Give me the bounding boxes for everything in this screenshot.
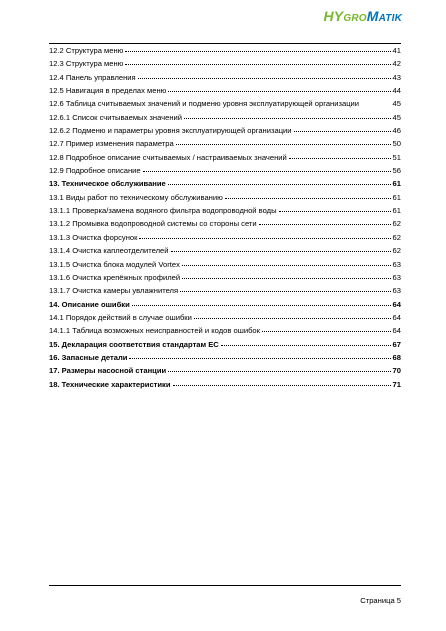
toc-entry-page: 68 xyxy=(392,352,401,362)
toc-entry-page: 44 xyxy=(392,86,401,96)
toc-entry[interactable] xyxy=(49,273,401,286)
toc-dot-leader xyxy=(173,384,391,386)
toc-entry-page: 64 xyxy=(392,312,401,322)
toc-entry-page: 51 xyxy=(392,152,401,162)
toc-entry[interactable] xyxy=(49,113,401,126)
toc-entry[interactable] xyxy=(49,246,401,259)
toc-dot-leader xyxy=(221,344,391,346)
toc-entry[interactable] xyxy=(49,340,401,353)
toc-entry-page: 62 xyxy=(392,232,401,242)
toc-entry[interactable] xyxy=(49,219,401,232)
toc-dot-leader xyxy=(359,104,393,105)
toc-entry-title: 12.2 Структура меню xyxy=(49,46,124,55)
toc-entry-page: 46 xyxy=(392,126,401,136)
toc-entry-title: 17. Размеры насосной станции xyxy=(49,366,167,376)
toc-entry-title: 13.1.3 Очистка форсунок xyxy=(49,232,138,242)
toc-entry-page: 64 xyxy=(392,299,401,309)
toc-dot-leader xyxy=(168,90,390,92)
toc-entry[interactable] xyxy=(49,366,401,379)
toc-dot-leader xyxy=(132,304,391,306)
toc-entry-title: 12.3 Структура меню xyxy=(49,59,124,69)
toc-dot-leader xyxy=(125,50,390,52)
toc-dot-leader xyxy=(168,183,391,185)
logo-part-m: M xyxy=(366,8,379,24)
toc-dot-leader xyxy=(289,157,391,159)
toc-entry-title: 12.6.1 Список считываемых значений xyxy=(49,112,183,122)
hygromatik-logo xyxy=(323,9,402,25)
toc-dot-leader xyxy=(182,264,391,266)
toc-entry[interactable] xyxy=(49,179,401,192)
toc-entry[interactable] xyxy=(49,59,401,72)
toc-entry-page: 71 xyxy=(392,379,401,389)
toc-entry[interactable] xyxy=(49,126,401,139)
toc-entry[interactable] xyxy=(49,153,401,166)
toc-entry-title: 12.4 Панель управления xyxy=(49,72,136,82)
toc-entry-page: 64 xyxy=(392,326,401,336)
toc-entry-title: 13.1.4 Очистка каплеотделителей xyxy=(49,246,169,256)
toc-entry-page: 56 xyxy=(392,166,401,176)
logo-part-hy: HY xyxy=(323,8,344,24)
toc-entry-title: 13.1.1 Проверка/замена водяного фильтра водопроводной воды xyxy=(49,206,277,216)
toc-entry-page: 61 xyxy=(392,206,401,216)
toc-entry-title: 13. Техническое обслуживание xyxy=(49,179,166,189)
toc-dot-leader xyxy=(184,117,391,119)
toc-entry-title: 13.1.7 Очистка камеры увлажнителя xyxy=(49,286,179,296)
toc-entry-page: 42 xyxy=(392,59,401,69)
toc-entry[interactable] xyxy=(49,286,401,299)
toc-dot-leader xyxy=(125,63,390,65)
header-divider xyxy=(49,43,401,44)
toc-entry-page: 61 xyxy=(392,179,401,189)
toc-entry-page: 63 xyxy=(392,272,401,282)
toc-entry[interactable] xyxy=(49,139,401,152)
toc-entry-title: 14.1.1 Таблица возможных неисправностей и кодов ошибок xyxy=(49,326,260,336)
toc-entry-page: 61 xyxy=(392,192,401,202)
toc-entry-page: 70 xyxy=(392,366,401,376)
toc-entry-title: 13.1.6 Очистка крепёжных профилей xyxy=(49,272,181,282)
toc-entry[interactable] xyxy=(49,326,401,339)
toc-dot-leader xyxy=(262,330,391,332)
toc-entry-page: 45 xyxy=(392,112,401,122)
toc-entry-page: 62 xyxy=(392,246,401,256)
toc-entry[interactable] xyxy=(49,86,401,99)
toc-dot-leader xyxy=(171,250,391,252)
toc-dot-leader xyxy=(294,130,391,132)
toc-dot-leader xyxy=(176,143,391,145)
toc-entry-title: 12.6.2 Подменю и параметры уровня эксплуатирующей организации xyxy=(49,126,292,136)
toc-entry[interactable] xyxy=(49,99,401,112)
toc-entry-page: 43 xyxy=(392,72,401,82)
toc-entry-page: 63 xyxy=(392,259,401,269)
page-number: Страница 5 xyxy=(360,596,401,605)
toc-entry-title: 12.9 Подробное описание xyxy=(49,166,141,176)
toc-entry[interactable] xyxy=(49,166,401,179)
toc-dot-leader xyxy=(138,77,391,79)
toc-entry-title: 12.6 Таблица считываемых значений и подменю уровня эксплуатирующей организации xyxy=(49,99,360,109)
toc-entry-title: 15. Декларация соответствия стандартам ЕС xyxy=(49,339,219,349)
toc-dot-leader xyxy=(225,197,391,199)
toc-dot-leader xyxy=(182,277,390,279)
logo-part-atik: ATIK xyxy=(378,13,402,24)
toc-entry[interactable] xyxy=(49,193,401,206)
toc-entry[interactable] xyxy=(49,353,401,366)
toc-entry[interactable] xyxy=(49,260,401,273)
toc-dot-leader xyxy=(180,290,390,292)
toc-entry-title: 14.1 Порядок действий в случае ошибки xyxy=(49,312,192,322)
toc-entry[interactable] xyxy=(49,380,401,393)
toc-entry-title: 12.8 Подробное описание считываемых / настраиваемых значений xyxy=(49,152,287,162)
toc-entry-title: 12.7 Пример изменения параметра xyxy=(49,139,174,149)
toc-entry-title: 13.1 Виды работ по техническому обслуживанию xyxy=(49,192,223,202)
toc-dot-leader xyxy=(168,370,390,372)
toc-dot-leader xyxy=(279,210,391,212)
toc-entry-page: 41 xyxy=(392,46,401,55)
toc-dot-leader xyxy=(129,357,390,359)
toc-entry[interactable] xyxy=(49,73,401,86)
toc-dot-leader xyxy=(139,237,390,239)
footer-divider xyxy=(49,585,401,586)
table-of-contents xyxy=(49,46,401,393)
toc-entry[interactable] xyxy=(49,313,401,326)
toc-entry[interactable] xyxy=(49,46,401,59)
toc-entry-title: 13.1.5 Очистка блока модулей Vortex xyxy=(49,259,180,269)
logo-part-gro: GRO xyxy=(343,13,367,24)
toc-entry[interactable] xyxy=(49,300,401,313)
toc-dot-leader xyxy=(259,223,391,225)
toc-entry[interactable] xyxy=(49,206,401,219)
toc-entry-title: 16. Запасные детали xyxy=(49,352,128,362)
toc-dot-leader xyxy=(143,170,391,172)
toc-entry-title: 18. Технические характеристики xyxy=(49,379,171,389)
toc-entry[interactable] xyxy=(49,233,401,246)
toc-entry-title: 13.1.2 Промывка водопроводной системы со стороны сети xyxy=(49,219,257,229)
toc-entry-page: 45 xyxy=(392,99,401,109)
toc-entry-page: 67 xyxy=(392,339,401,349)
toc-entry-page: 50 xyxy=(392,139,401,149)
toc-entry-title: 14. Описание ошибки xyxy=(49,299,130,309)
toc-dot-leader xyxy=(194,317,391,319)
toc-entry-page: 63 xyxy=(392,286,401,296)
toc-entry-title: 12.5 Навигация в пределах меню xyxy=(49,86,167,96)
toc-entry-page: 62 xyxy=(392,219,401,229)
